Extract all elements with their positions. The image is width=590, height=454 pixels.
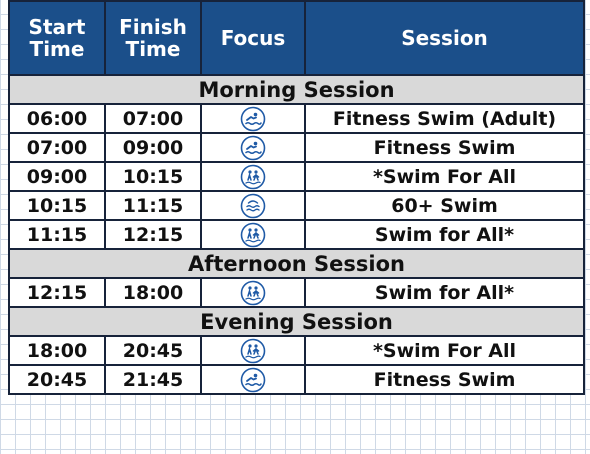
focus-cell [201, 278, 305, 307]
section-label-evening: Evening Session [9, 307, 584, 336]
finish-time-cell: 18:00 [105, 278, 201, 307]
focus-cell [201, 191, 305, 220]
focus-cell [201, 336, 305, 365]
table-row [9, 133, 584, 162]
table-row [9, 191, 584, 220]
fitness-swim-icon [240, 367, 266, 393]
finish-time-cell: 09:00 [105, 133, 201, 162]
finish-time-header-line1: Finish [119, 15, 187, 39]
focus-cell [201, 365, 305, 394]
session-cell: Swim for All* [305, 220, 584, 249]
section-row-morning [9, 75, 584, 104]
table-row [9, 365, 584, 394]
section-row-afternoon [9, 249, 584, 278]
timetable [8, 0, 585, 395]
focus-cell [201, 104, 305, 133]
start-time-cell: 06:00 [9, 104, 105, 133]
section-row-evening [9, 307, 584, 336]
start-time-cell: 07:00 [9, 133, 105, 162]
start-time-cell: 20:45 [9, 365, 105, 394]
session-cell: Fitness Swim [305, 133, 584, 162]
finish-time-header [105, 1, 201, 75]
start-time-cell: 11:15 [9, 220, 105, 249]
swim-for-all-icon [240, 222, 266, 248]
table-row [9, 336, 584, 365]
finish-time-cell: 20:45 [105, 336, 201, 365]
fitness-swim-icon [240, 135, 266, 161]
focus-cell [201, 133, 305, 162]
finish-time-header-line2: Time [125, 37, 181, 61]
session-header: Session [305, 1, 584, 75]
table-row [9, 162, 584, 191]
start-time-cell: 10:15 [9, 191, 105, 220]
table-row [9, 104, 584, 133]
session-cell: 60+ Swim [305, 191, 584, 220]
table-row [9, 220, 584, 249]
session-cell: Swim for All* [305, 278, 584, 307]
focus-cell [201, 220, 305, 249]
start-time-cell: 09:00 [9, 162, 105, 191]
session-cell: *Swim For All [305, 336, 584, 365]
swim-for-all-icon [240, 338, 266, 364]
session-cell: Fitness Swim (Adult) [305, 104, 584, 133]
finish-time-cell: 07:00 [105, 104, 201, 133]
fitness-swim-icon [240, 106, 266, 132]
finish-time-cell: 11:15 [105, 191, 201, 220]
swim-for-all-icon [240, 280, 266, 306]
header-row [9, 1, 584, 75]
start-time-header-line1: Start [28, 15, 86, 39]
start-time-cell: 12:15 [9, 278, 105, 307]
start-time-header [9, 1, 105, 75]
section-label-afternoon: Afternoon Session [9, 249, 584, 278]
section-label-morning: Morning Session [9, 75, 584, 104]
swim-for-all-icon [240, 164, 266, 190]
start-time-cell: 18:00 [9, 336, 105, 365]
session-cell: Fitness Swim [305, 365, 584, 394]
table-row [9, 278, 584, 307]
focus-cell [201, 162, 305, 191]
start-time-header-line2: Time [29, 37, 85, 61]
finish-time-cell: 21:45 [105, 365, 201, 394]
finish-time-cell: 12:15 [105, 220, 201, 249]
finish-time-cell: 10:15 [105, 162, 201, 191]
sixty-plus-swim-icon [240, 193, 266, 219]
session-cell: *Swim For All [305, 162, 584, 191]
focus-header: Focus [201, 1, 305, 75]
